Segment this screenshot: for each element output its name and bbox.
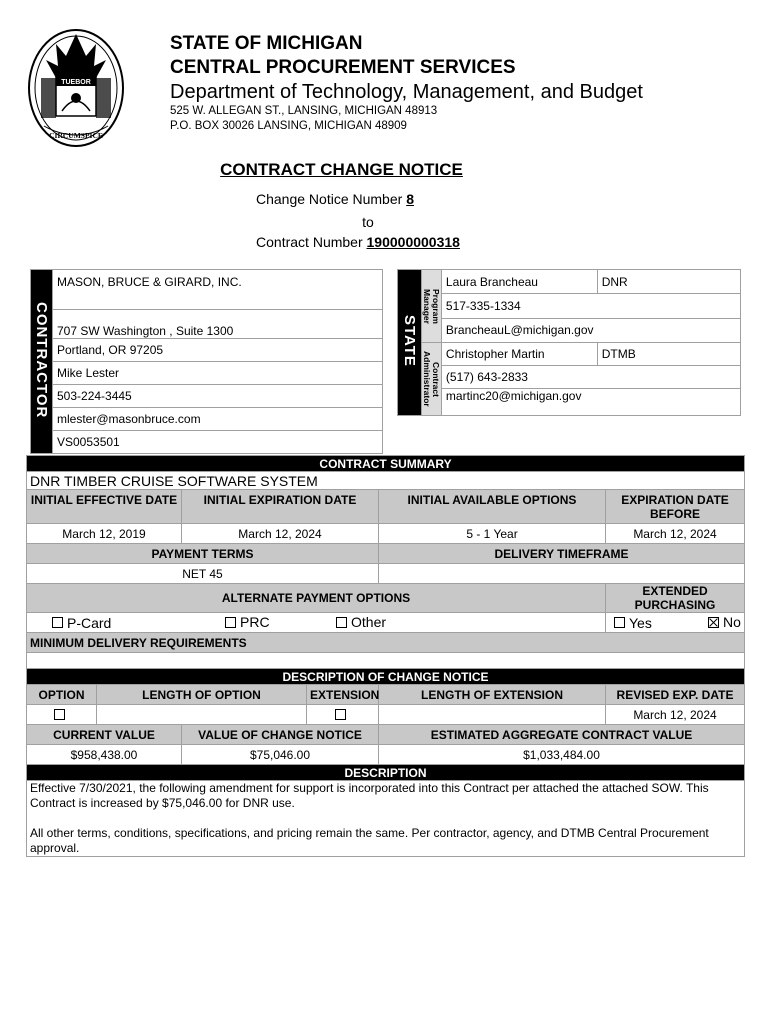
no-label: No [723, 614, 741, 630]
contractor-address2: Portland, OR 97205 [53, 339, 383, 362]
seal-text-top: TUEBOR [61, 79, 91, 86]
header-line1: STATE OF MICHIGAN [170, 33, 363, 54]
h-available-options: INITIAL AVAILABLE OPTIONS [379, 490, 606, 524]
header-line3: Department of Technology, Management, and Budget [170, 81, 643, 103]
contractor-label-cell [31, 270, 53, 454]
contractor-box [30, 269, 383, 454]
h-length-option: LENGTH OF OPTION [97, 685, 307, 705]
h-effective-date: INITIAL EFFECTIVE DATE [27, 490, 182, 524]
contractor-phone: 503-224-3445 [53, 385, 383, 408]
current-value: $958,438.00 [27, 745, 182, 765]
change-bar: DESCRIPTION OF CHANGE NOTICE [27, 669, 745, 685]
state-label-cell [398, 270, 422, 416]
ca-label-cell [422, 343, 442, 416]
state-seal-icon [26, 26, 126, 150]
length-option [97, 705, 307, 725]
ca-email: martinc20@michigan.gov [441, 389, 740, 416]
h-current-value: CURRENT VALUE [27, 725, 182, 745]
pm-label-cell [422, 270, 442, 343]
other-label: Other [351, 614, 387, 630]
contractor-contact: Mike Lester [53, 362, 383, 385]
description-paragraph-1: Effective 7/30/2021, the following amendment for support is incorporated into this Contract per attached the attached SOW. This Contract is increased by $75,046.00 for DNR use. [30, 781, 709, 810]
contract-number-line [0, 234, 716, 250]
revised-exp-date: March 12, 2024 [606, 705, 745, 725]
h-min-delivery: MINIMUM DELIVERY REQUIREMENTS [27, 633, 745, 653]
extension-checkbox[interactable] [335, 709, 346, 720]
header [170, 33, 643, 134]
h-alt-payment: ALTERNATE PAYMENT OPTIONS [27, 584, 606, 613]
pm-phone: 517-335-1334 [441, 294, 740, 318]
pm-agency: DNR [597, 270, 740, 294]
h-aggregate-value: ESTIMATED AGGREGATE CONTRACT VALUE [379, 725, 745, 745]
h-delivery-timeframe: DELIVERY TIMEFRAME [379, 544, 745, 564]
state-label: STATE [401, 315, 419, 367]
h-extension: EXTENSION [307, 685, 379, 705]
change-notice-line [0, 191, 670, 207]
other-option[interactable] [336, 614, 386, 630]
summary-bar: CONTRACT SUMMARY [27, 456, 745, 472]
pcard-checkbox[interactable] [52, 617, 63, 628]
payment-terms: NET 45 [27, 564, 379, 584]
ca-phone: (517) 643-2833 [441, 366, 740, 389]
pm-label: Program Manager [422, 288, 442, 324]
contract-number: 190000000318 [366, 234, 460, 250]
h-option: OPTION [27, 685, 97, 705]
description-paragraph-2: All other terms, conditions, specifications, and pricing remain the same. Per contractor, agency, and DTMB Central Procurement approval. [30, 826, 709, 855]
contractor-email: mlester@masonbruce.com [53, 408, 383, 431]
yes-checkbox[interactable] [614, 617, 625, 628]
available-options: 5 - 1 Year [379, 524, 606, 544]
contract-label: Contract Number [256, 234, 367, 250]
h-expiration-before: EXPIRATION DATE BEFORE [606, 490, 745, 524]
h-value-change: VALUE OF CHANGE NOTICE [182, 725, 379, 745]
to-text: to [362, 214, 374, 230]
h-length-extension: LENGTH OF EXTENSION [379, 685, 606, 705]
contractor-address1: 707 SW Washington , Suite 1300 [53, 310, 383, 339]
h-payment-terms: PAYMENT TERMS [27, 544, 379, 564]
contractor-label: CONTRACTOR [33, 301, 50, 419]
yes-option[interactable] [614, 615, 652, 631]
h-revised-exp: REVISED EXP. DATE [606, 685, 745, 705]
prc-option[interactable] [225, 614, 270, 630]
prc-label: PRC [240, 614, 270, 630]
extended-purchasing [606, 613, 745, 633]
contract-summary-table [26, 455, 745, 672]
contractor-name: MASON, BRUCE & GIRARD, INC. [53, 270, 383, 310]
other-checkbox[interactable] [336, 617, 347, 628]
summary-description: DNR TIMBER CRUISE SOFTWARE SYSTEM [27, 472, 745, 490]
pcard-label: P-Card [67, 614, 112, 631]
pm-name: Laura Brancheau [441, 270, 597, 294]
h-expiration-date: INITIAL EXPIRATION DATE [182, 490, 379, 524]
no-option[interactable] [708, 614, 741, 630]
value-change: $75,046.00 [182, 745, 379, 765]
ca-label: Contract Administrator [422, 351, 442, 407]
seal-text-bottom: CIRCUMSPICE [49, 131, 103, 140]
header-line2: CENTRAL PROCUREMENT SERVICES [170, 57, 516, 78]
notice-title: CONTRACT CHANGE NOTICE [220, 160, 463, 179]
length-extension [379, 705, 606, 725]
expiration-date: March 12, 2024 [182, 524, 379, 544]
description-body [27, 781, 745, 857]
change-notice-table [26, 668, 745, 857]
extension-cell [307, 705, 379, 725]
no-checkbox-checked[interactable] [708, 617, 719, 628]
aggregate-value: $1,033,484.00 [379, 745, 745, 765]
option-cell [27, 705, 97, 725]
address-2: P.O. BOX 30026 LANSING, MICHIGAN 48909 [170, 120, 407, 132]
change-label: Change Notice Number [256, 191, 407, 207]
address-1: 525 W. ALLEGAN ST., LANSING, MICHIGAN 48913 [170, 105, 438, 117]
option-checkbox[interactable] [54, 709, 65, 720]
yes-label: Yes [629, 614, 652, 631]
contractor-vendor: VS0053501 [53, 431, 383, 454]
state-box [397, 269, 741, 416]
delivery-timeframe [379, 564, 745, 584]
ca-agency: DTMB [597, 343, 740, 366]
prc-checkbox[interactable] [225, 617, 236, 628]
h-extended-purchasing: EXTENDED PURCHASING [606, 584, 745, 613]
effective-date: March 12, 2019 [27, 524, 182, 544]
change-number: 8 [406, 191, 414, 207]
ca-name: Christopher Martin [441, 343, 597, 366]
alt-payment-options [27, 613, 606, 633]
pm-email: BrancheauL@michigan.gov [441, 318, 740, 342]
description-bar: DESCRIPTION [27, 765, 745, 781]
pcard-option[interactable] [52, 615, 111, 631]
expiration-before: March 12, 2024 [606, 524, 745, 544]
